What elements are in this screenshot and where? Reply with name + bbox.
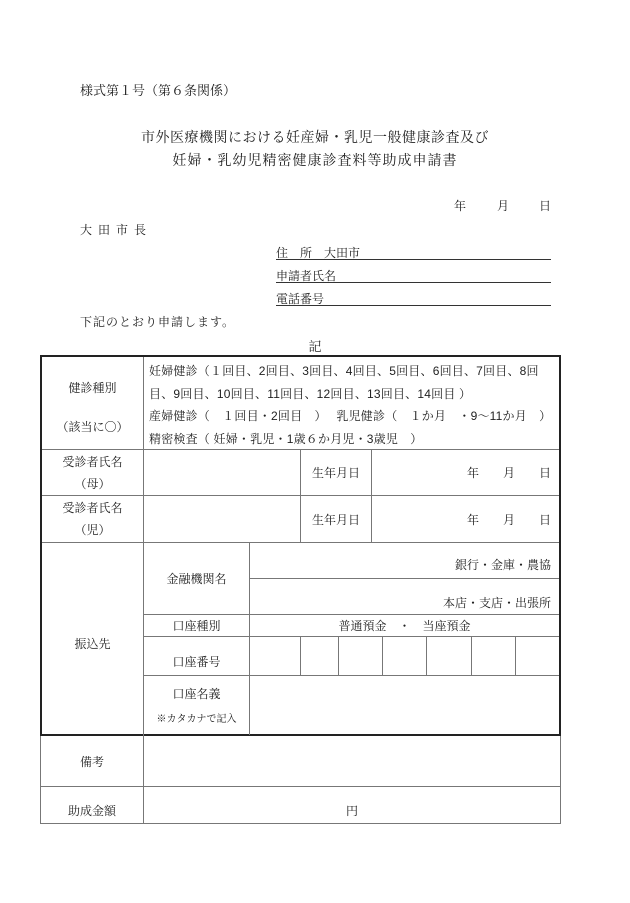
document-title-line2: 妊婦・乳幼児精密健康診査料等助成申請書 — [172, 153, 458, 169]
account-name-label-cell — [144, 676, 249, 734]
date-day-label: 日 — [539, 199, 552, 213]
account-number-digit[interactable] — [301, 637, 338, 675]
account-name-label: 口座名義 — [172, 687, 221, 701]
applicant-name-label: 申請者氏名 — [276, 269, 337, 283]
mother-birth-date-input[interactable]: 年 月 日 — [466, 466, 551, 480]
request-statement: 下記のとおり申請します。 — [80, 315, 236, 329]
account-name-input[interactable] — [250, 676, 559, 734]
mother-name-sublabel: （母） — [74, 476, 111, 491]
document-title-line1: 市外医療機関における妊産婦・乳児一般健康診査及び — [141, 130, 489, 146]
mother-birth-label: 生年月日 — [311, 466, 360, 480]
mother-name-label: 受診者氏名 — [62, 454, 123, 469]
account-number-digit[interactable] — [339, 637, 382, 675]
exam-type-label: 健診種別 — [68, 381, 117, 395]
exam-option-detailed[interactable]: 精密検査（ 妊婦・乳児・1歳６か月児・3歳児 ） — [149, 432, 423, 446]
subsidy-amount-input[interactable]: 円 — [345, 804, 358, 818]
phone-number-label: 電話番号 — [276, 292, 325, 306]
bank-name-input[interactable]: 銀行・金庫・農協 — [454, 558, 551, 572]
remarks-input[interactable] — [144, 737, 560, 786]
child-birth-date-input[interactable]: 年 月 日 — [466, 512, 551, 527]
address-field[interactable] — [276, 244, 551, 260]
phone-number-field[interactable] — [276, 290, 551, 306]
divider — [40, 823, 561, 824]
exam-option-prenatal[interactable]: 妊婦健診（１回目、2回目、3回目、4回目、5回目、6回目、7回目、8回 — [149, 364, 539, 378]
child-name-input[interactable] — [144, 496, 300, 542]
child-name-label-cell — [42, 495, 143, 542]
mother-name-label-cell — [42, 449, 143, 495]
ki-heading: 記 — [308, 340, 322, 355]
transfer-label: 振込先 — [74, 637, 111, 651]
account-type-label: 口座種別 — [172, 619, 221, 633]
account-number-digit[interactable] — [427, 637, 471, 675]
account-number-label: 口座番号 — [172, 655, 221, 669]
date-month-label: 月 — [497, 199, 510, 213]
remarks-label: 備考 — [79, 755, 104, 769]
form-number: 様式第１号（第６条関係） — [80, 84, 237, 99]
account-number-digit[interactable] — [516, 637, 559, 675]
exam-option-prenatal-cont[interactable]: 目、9回目、10回目、11回目、12回目、13回目、14回目 ） — [149, 387, 472, 401]
divider — [560, 736, 561, 823]
account-type-options[interactable]: 普通預金 ・ 当座預金 — [338, 619, 471, 633]
branch-name-input[interactable]: 本店・支店・出張所 — [442, 596, 551, 610]
bank-name-label: 金融機関名 — [166, 572, 227, 586]
subsidy-amount-label: 助成金額 — [67, 804, 116, 818]
exam-type-sublabel: （該当に〇） — [56, 420, 129, 434]
account-number-digit[interactable] — [472, 637, 515, 675]
address-label: 住 所 大田市 — [276, 246, 361, 260]
account-number-digit[interactable] — [383, 637, 426, 675]
date-year-label: 年 — [454, 199, 467, 213]
child-name-sublabel: （児） — [74, 523, 111, 537]
mother-name-input[interactable] — [144, 450, 300, 495]
exam-option-postnatal-infant[interactable]: 産婦健診（ １回目・2回目 ） 乳児健診（ １か月 ・9〜11か月 ） — [149, 409, 552, 423]
child-name-label: 受診者氏名 — [62, 501, 123, 515]
account-name-note: ※カタカナで記入 — [156, 714, 237, 725]
child-birth-label: 生年月日 — [311, 512, 360, 527]
applicant-name-field[interactable] — [276, 267, 551, 283]
addressee: 大田市長 — [80, 223, 153, 237]
account-number-digit[interactable] — [250, 637, 300, 675]
exam-type-label-cell — [42, 357, 143, 449]
